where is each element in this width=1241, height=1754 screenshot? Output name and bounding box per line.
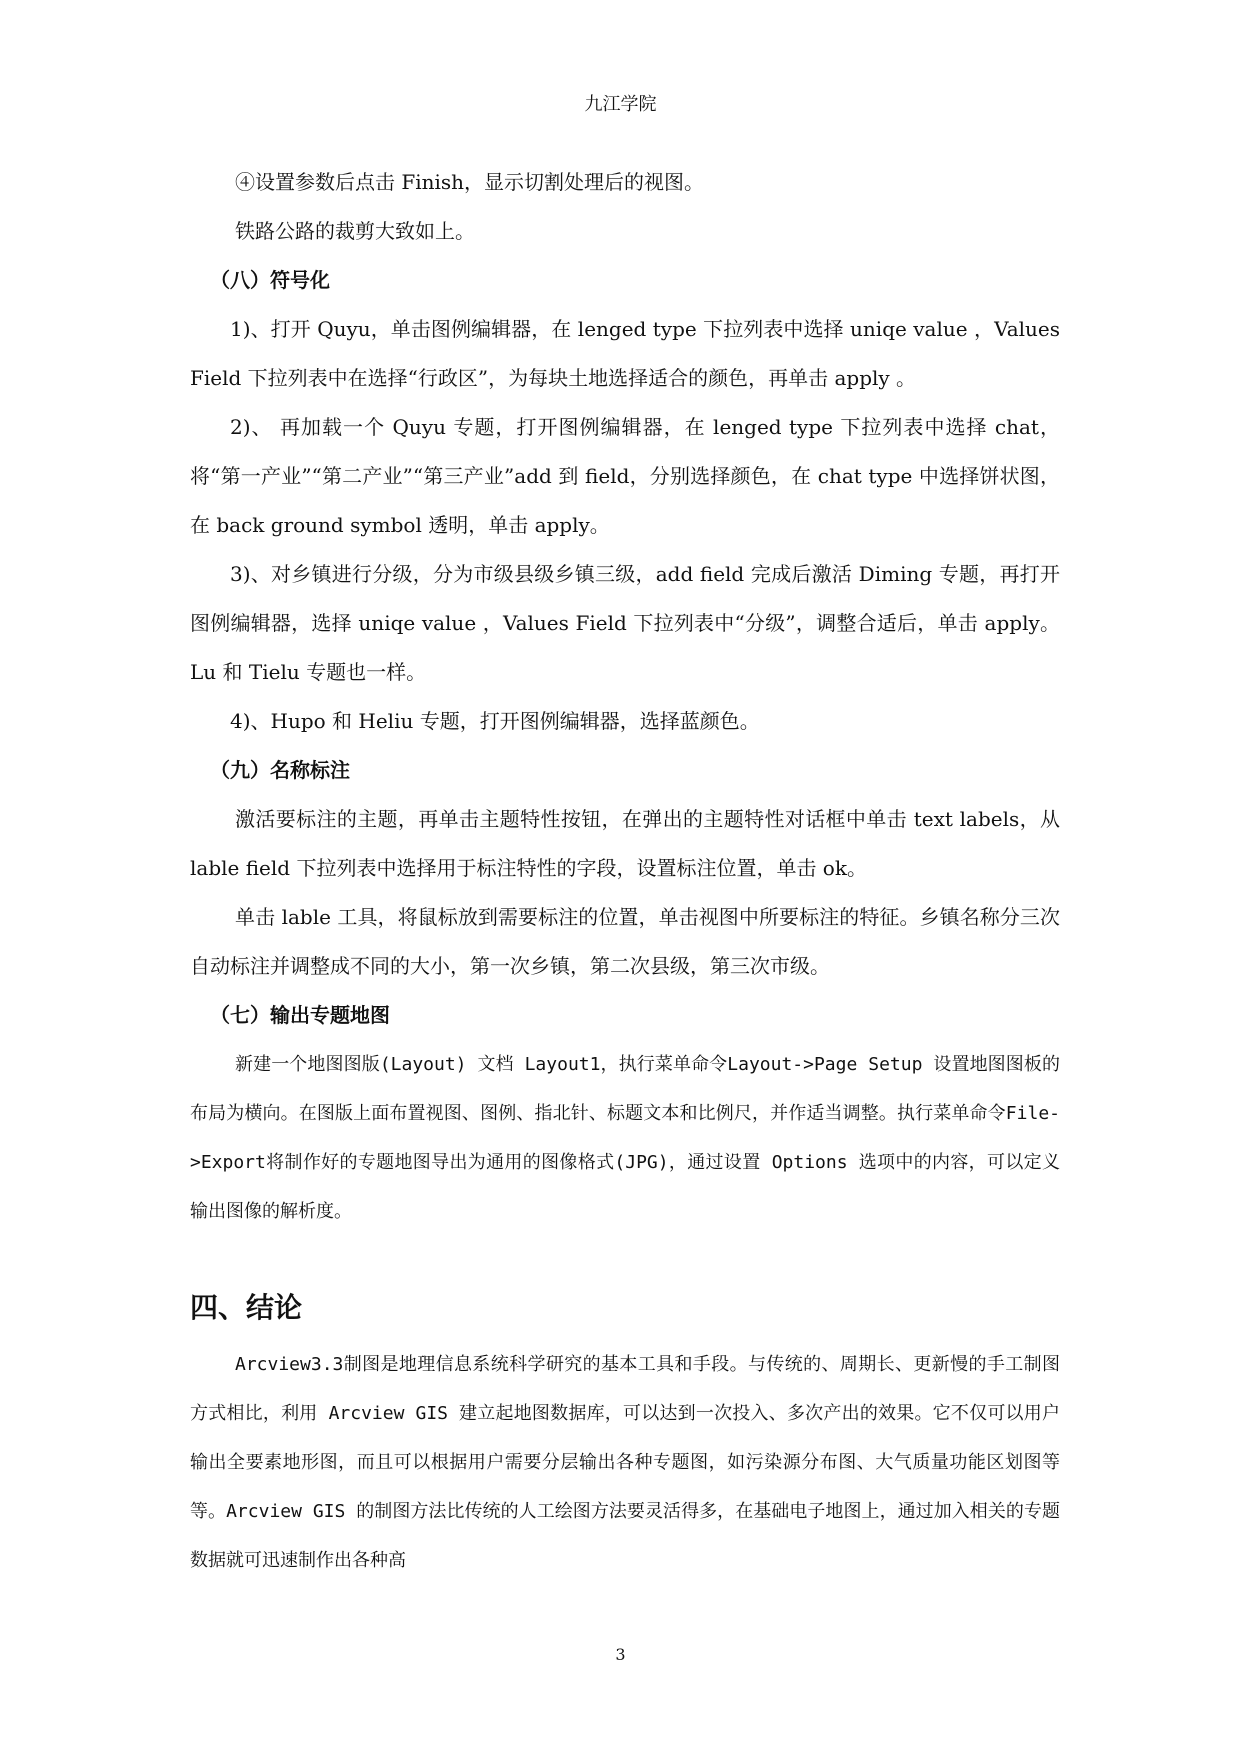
paragraph-symbol-step-2: 2)、 再加载一个 Quyu 专题，打开图例编辑器，在 lenged type 下拉列表中选择 chat，将“第一产业”“第二产业”“第三产业”add 到 field，分别选择颜色，在 chat type 中选择饼状图，在 back ground symbol 透明，单击 apply。 [190, 415, 1060, 537]
document-body [190, 158, 1060, 1585]
paragraph-clip-summary: 铁路公路的裁剪大致如上。 [235, 219, 475, 243]
paragraph-conclusion: Arcview3.3制图是地理信息系统科学研究的基本工具和手段。与传统的、周期长、更新慢的手工制图方式相比，利用 Arcview GIS 建立起地图数据库，可以达到一次投入、多次产出的效果。它不仅可以用户输出全要素地形图，而且可以根据用户需要分层输出各种专题图，如污染源分布图、大气质量功能区划图等等。Arcview GIS 的制图方法比传统的人工绘图方法要灵活得多，在基础电子地图上，通过加入相关的专题数据就可迅速制作出各种高 [190, 1354, 1060, 1571]
heading-symbolization: （八）符号化 [210, 268, 330, 292]
paragraph-label-2: 单击 lable 工具，将鼠标放到需要标注的位置，单击视图中所要标注的特征。乡镇名称分三次自动标注并调整成不同的大小，第一次乡镇，第二次县级，第三次市级。 [190, 905, 1060, 978]
heading-labeling: （九）名称标注 [210, 758, 350, 782]
paragraph-export: 新建一个地图图版(Layout) 文档 Layout1，执行菜单命令Layout->Page Setup 设置地图图板的布局为横向。在图版上面布置视图、图例、指北针、标题文本和比例尺，并作适当调整。执行菜单命令File->Export将制作好的专题地图导出为通用的图像格式(JPG)，通过设置 Options 选项中的内容，可以定义输出图像的解析度。 [190, 1054, 1060, 1222]
section-title-conclusion: 四、结论 [190, 1291, 303, 1324]
paragraph-label-1: 激活要标注的主题，再单击主题特性按钮，在弹出的主题特性对话框中单击 text labels，从 lable field 下拉列表中选择用于标注特性的字段，设置标注位置，单击 ok。 [190, 807, 1060, 880]
paragraph-symbol-step-1: 1)、打开 Quyu，单击图例编辑器，在 lenged type 下拉列表中选择 uniqe value ，Values Field 下拉列表中在选择“行政区”，为每块土地选择适合的颜色，再单击 apply 。 [190, 317, 1060, 390]
paragraph-symbol-step-3: 3)、对乡镇进行分级，分为市级县级乡镇三级，add field 完成后激活 Diming 专题，再打开图例编辑器，选择 uniqe value ，Values Field 下拉列表中“分级”，调整合适后，单击 apply。 Lu 和 Tielu 专题也一样。 [190, 562, 1060, 684]
page-number: 3 [615, 1645, 626, 1664]
heading-export-map: （七）输出专题地图 [210, 1003, 390, 1027]
paragraph-symbol-step-4: 4)、Hupo 和 Heliu 专题，打开图例编辑器，选择蓝颜色。 [230, 709, 760, 733]
page-header: 九江学院 [584, 94, 657, 115]
paragraph-finish-step: ④设置参数后点击 Finish，显示切割处理后的视图。 [235, 170, 705, 194]
